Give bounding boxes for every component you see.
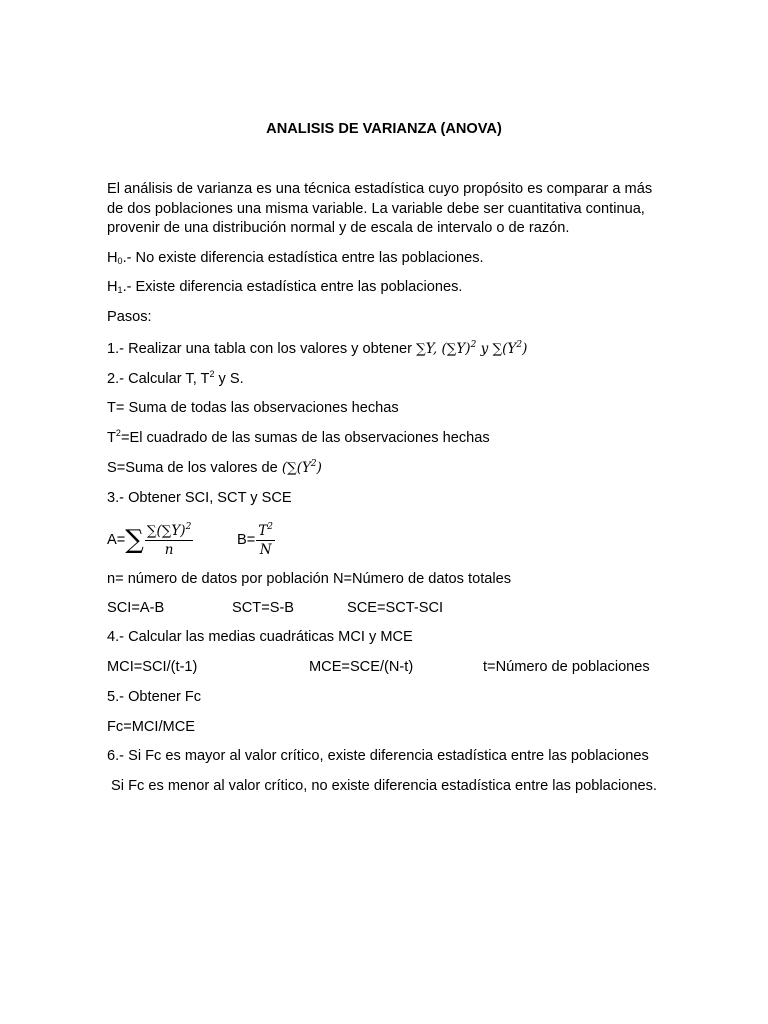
- a-num-text: ∑(∑Y): [146, 522, 186, 539]
- s-sup: 2: [310, 459, 317, 469]
- b-num-sup: 2: [267, 521, 274, 532]
- formula-a-label: A=: [107, 532, 126, 548]
- conj-y: y: [476, 341, 493, 357]
- formula-a: [107, 517, 194, 563]
- t2-definition: [107, 429, 490, 447]
- formula-b-denominator: N: [259, 541, 272, 558]
- a-num-sup: 2: [185, 521, 192, 532]
- s-close: ): [316, 460, 322, 476]
- sup-2b: 2: [516, 340, 523, 350]
- paren-close: ): [522, 341, 528, 357]
- step2-sup: 2: [209, 369, 215, 379]
- s-sum: (∑(Y: [281, 460, 311, 476]
- step-6-continuation: Si Fc es menor al valor crítico, no existe diferencia estadística entre las poblaciones.: [107, 778, 657, 794]
- step2-tail: y S.: [214, 371, 244, 387]
- t2-label: T: [107, 430, 116, 446]
- step-3: 3.- Obtener SCI, SCT y SCE: [107, 490, 292, 506]
- sct-formula: SCT=S-B: [232, 600, 295, 616]
- h0-label: H: [107, 250, 118, 266]
- intro-line-1: El análisis de varianza es una técnica estadística cuyo propósito es comparar a más: [107, 181, 653, 197]
- step-6: 6.- Si Fc es mayor al valor crítico, existe diferencia estadística entre las poblaciones: [107, 748, 649, 764]
- step2-text: 2.- Calcular T, T: [107, 371, 210, 387]
- h0-sub: 0: [117, 256, 123, 266]
- sce-formula: SCE=SCT-SCI: [347, 600, 444, 616]
- pasos-label: Pasos:: [107, 309, 152, 325]
- h0-text: .- No existe diferencia estadística entre las poblaciones.: [122, 250, 484, 266]
- formula-b: [237, 517, 276, 563]
- formula-a-denominator: n: [164, 541, 174, 558]
- intro-line-3: provenir de una distribución normal y de escala de intervalo o de razón.: [107, 220, 570, 236]
- hypothesis-h0: [107, 249, 484, 267]
- formula-b-fraction: [256, 523, 275, 558]
- formula-a-numerator: [145, 523, 193, 541]
- sum-y: ∑Y,: [416, 341, 442, 357]
- sup-2: 2: [470, 340, 477, 350]
- intro-line-2: de dos poblaciones una misma variable. La variable debe ser cuantitativa continua,: [107, 201, 645, 217]
- sum-y-squared: (∑Y): [441, 341, 471, 357]
- sum-y2: ∑(Y: [492, 341, 517, 357]
- formula-b-numerator: [256, 523, 275, 541]
- h1-text: .- Existe diferencia estadística entre las poblaciones.: [122, 279, 463, 295]
- step1-text: 1.- Realizar una tabla con los valores y obtener: [107, 341, 417, 357]
- t2-text: =El cuadrado de las sumas de las observaciones hechas: [120, 430, 490, 446]
- t2-sup: 2: [115, 428, 121, 438]
- s-formula: [282, 460, 322, 476]
- step-2: [107, 370, 244, 388]
- sci-formula: SCI=A-B: [107, 600, 165, 616]
- step-1: [107, 340, 527, 358]
- formula-a-fraction: [145, 523, 193, 558]
- t-definition: T= Suma de todas las observaciones hechas: [107, 400, 399, 416]
- mci-formula: MCI=SCI/(t-1): [107, 659, 198, 675]
- step-5: 5.- Obtener Fc: [107, 689, 202, 705]
- fc-formula: Fc=MCI/MCE: [107, 719, 195, 735]
- n-definition: n= número de datos por población N=Número de datos totales: [107, 571, 512, 587]
- page-title: ANALISIS DE VARIANZA (ANOVA): [266, 121, 502, 137]
- hypothesis-h1: [107, 278, 462, 296]
- b-num-text: T: [258, 522, 268, 539]
- h1-sub: 1: [117, 285, 123, 295]
- h1-label: H: [107, 279, 118, 295]
- s-definition: [107, 459, 322, 477]
- step-4: 4.- Calcular las medias cuadráticas MCI y MCE: [107, 629, 413, 645]
- step1-formula: [416, 341, 527, 357]
- formula-b-label: B=: [237, 532, 256, 548]
- big-sum-symbol: ∑: [125, 525, 144, 555]
- s-text: S=Suma de los valores de: [107, 460, 282, 476]
- t-number-definition: t=Número de poblaciones: [483, 659, 650, 675]
- mce-formula: MCE=SCE/(N-t): [309, 659, 414, 675]
